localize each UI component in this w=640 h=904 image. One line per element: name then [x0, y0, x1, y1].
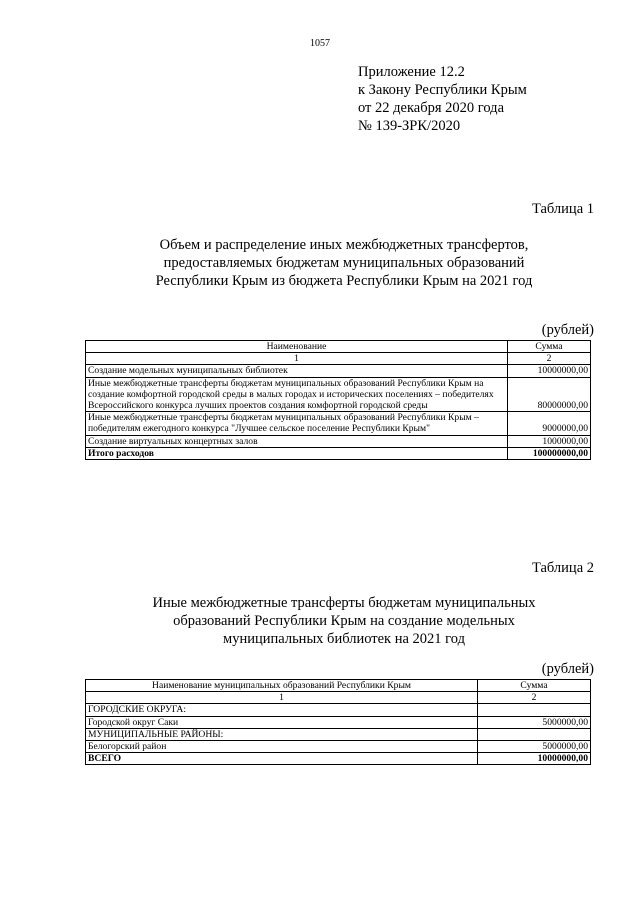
table1-unit: (рублей) — [541, 322, 594, 338]
row-name: Городской округ Саки — [86, 716, 478, 728]
appendix-header — [358, 63, 527, 135]
table-row — [86, 365, 591, 377]
table-row — [86, 412, 591, 435]
table-row — [86, 377, 591, 412]
row-sum — [478, 704, 591, 716]
table-total-row — [86, 753, 591, 765]
row-sum: 5000000,00 — [478, 741, 591, 753]
header-sum: Сумма — [478, 680, 591, 692]
appendix-line: № 139-ЗРК/2020 — [358, 118, 461, 134]
table-header-row — [86, 341, 591, 353]
total-sum: 10000000,00 — [478, 753, 591, 765]
total-name: ВСЕГО — [86, 753, 478, 765]
colnum-2: 2 — [478, 692, 591, 704]
header-name: Наименование — [86, 341, 508, 353]
page-number: 1057 — [310, 38, 330, 49]
row-name: ГОРОДСКИЕ ОКРУГА: — [86, 704, 478, 716]
table2-unit: (рублей) — [541, 661, 594, 677]
row-sum: 80000000,00 — [508, 377, 591, 412]
row-sum: 9000000,00 — [508, 412, 591, 435]
row-sum: 10000000,00 — [508, 365, 591, 377]
total-sum: 100000000,00 — [508, 447, 591, 459]
table1-title-line: Республики Крым из бюджета Республики Крым на 2021 год — [155, 273, 533, 289]
table-header-row — [86, 680, 591, 692]
header-sum: Сумма — [508, 341, 591, 353]
total-name: Итого расходов — [86, 447, 508, 459]
table1-title-line: предоставляемых бюджетам муниципальных образований — [163, 255, 525, 271]
row-sum: 5000000,00 — [478, 716, 591, 728]
colnum-1: 1 — [86, 692, 478, 704]
table2-title-line: образований Республики Крым на создание модельных — [173, 613, 515, 629]
row-name: Создание виртуальных концертных залов — [86, 435, 508, 447]
table2-title — [80, 594, 608, 648]
row-name: Иные межбюджетные трансферты бюджетам муниципальных образований Республики Крым на создание комфортной городской среды в малых городах и исторических поселениях – победителях Всероссийского конкурса лучших проектов создания комфортной городской среды — [86, 377, 508, 412]
table-row — [86, 741, 591, 753]
row-name: Создание модельных муниципальных библиотек — [86, 365, 508, 377]
table1-label: Таблица 1 — [531, 201, 594, 217]
appendix-line: Приложение 12.2 — [358, 64, 465, 80]
table2 — [85, 679, 591, 765]
row-sum — [478, 728, 591, 740]
table-colnum-row — [86, 692, 591, 704]
table2-title-line: муниципальных библиотек на 2021 год — [223, 631, 465, 647]
table1-title-line: Объем и распределение иных межбюджетных трансфертов, — [159, 237, 529, 253]
table-row — [86, 704, 591, 716]
table-colnum-row — [86, 353, 591, 365]
appendix-line: к Закону Республики Крым — [358, 82, 527, 98]
table-row — [86, 435, 591, 447]
table-row — [86, 716, 591, 728]
table-total-row — [86, 447, 591, 459]
appendix-line: от 22 декабря 2020 года — [358, 100, 504, 116]
row-name: Белогорский район — [86, 741, 478, 753]
table2-title-line: Иные межбюджетные трансферты бюджетам муниципальных — [152, 595, 536, 611]
colnum-2: 2 — [508, 353, 591, 365]
table1 — [85, 340, 591, 460]
table1-title — [80, 236, 608, 290]
table-row — [86, 728, 591, 740]
table2-label: Таблица 2 — [531, 560, 594, 576]
row-name: Иные межбюджетные трансферты бюджетам муниципальных образований Республики Крым – победителям ежегодного конкурса "Лучшее сельское поселение Республики Крым" — [86, 412, 508, 435]
colnum-1: 1 — [86, 353, 508, 365]
row-sum: 1000000,00 — [508, 435, 591, 447]
header-name: Наименование муниципальных образований Республики Крым — [86, 680, 478, 692]
row-name: МУНИЦИПАЛЬНЫЕ РАЙОНЫ: — [86, 728, 478, 740]
